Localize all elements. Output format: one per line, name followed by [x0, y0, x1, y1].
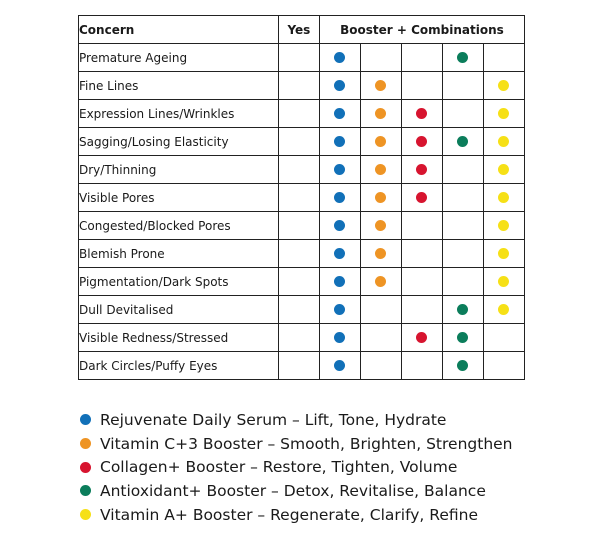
legend-label: Antioxidant+ Booster – Detox, Revitalise, Balance — [100, 481, 486, 500]
booster-cell — [483, 128, 524, 156]
booster-cell — [360, 352, 401, 380]
booster-cell — [483, 72, 524, 100]
booster-cell — [401, 72, 442, 100]
antioxidant-dot — [457, 304, 468, 315]
vitamin-a-dot — [498, 304, 509, 315]
booster-cell — [442, 184, 483, 212]
table-row — [79, 212, 525, 240]
booster-cell — [319, 352, 360, 380]
rejuvenate-dot — [334, 220, 345, 231]
concern-cell: Fine Lines — [79, 72, 279, 100]
concern-cell: Dull Devitalised — [79, 296, 279, 324]
booster-cell — [360, 324, 401, 352]
vitamin-c3-dot — [80, 438, 91, 449]
booster-cell — [319, 72, 360, 100]
yes-cell — [278, 240, 319, 268]
concern-cell: Pigmentation/Dark Spots — [79, 268, 279, 296]
table-body — [79, 44, 525, 380]
concern-cell: Expression Lines/Wrinkles — [79, 100, 279, 128]
collagen-dot — [416, 136, 427, 147]
legend-label: Vitamin C+3 Booster – Smooth, Brighten, Strengthen — [100, 434, 513, 453]
booster-cell — [360, 156, 401, 184]
concern-cell: Visible Redness/Stressed — [79, 324, 279, 352]
booster-cell — [483, 240, 524, 268]
vitamin-c3-dot — [375, 164, 386, 175]
booster-cell — [360, 72, 401, 100]
rejuvenate-dot — [334, 248, 345, 259]
booster-cell — [483, 156, 524, 184]
booster-cell — [483, 212, 524, 240]
vitamin-c3-dot — [375, 108, 386, 119]
vitamin-c3-dot — [375, 276, 386, 287]
booster-cell — [319, 128, 360, 156]
vitamin-a-dot — [80, 509, 91, 520]
legend-label: Collagen+ Booster – Restore, Tighten, Volume — [100, 458, 458, 477]
yes-cell — [278, 352, 319, 380]
yes-cell — [278, 128, 319, 156]
yes-cell — [278, 72, 319, 100]
rejuvenate-dot — [334, 80, 345, 91]
yes-cell — [278, 184, 319, 212]
booster-cell — [319, 324, 360, 352]
vitamin-a-dot — [498, 248, 509, 259]
table-row — [79, 352, 525, 380]
concern-cell: Congested/Blocked Pores — [79, 212, 279, 240]
yes-cell — [278, 44, 319, 72]
vitamin-a-dot — [498, 136, 509, 147]
rejuvenate-dot — [80, 414, 91, 425]
collagen-dot — [416, 192, 427, 203]
concern-cell: Dark Circles/Puffy Eyes — [79, 352, 279, 380]
vitamin-c3-dot — [375, 192, 386, 203]
booster-cell — [483, 296, 524, 324]
booster-cell — [401, 100, 442, 128]
booster-cell — [483, 44, 524, 72]
yes-cell — [278, 100, 319, 128]
concern-cell: Blemish Prone — [79, 240, 279, 268]
table-row — [79, 240, 525, 268]
antioxidant-dot — [457, 136, 468, 147]
booster-cell — [360, 184, 401, 212]
booster-legend — [80, 408, 513, 526]
booster-cell — [319, 156, 360, 184]
yes-cell — [278, 156, 319, 184]
legend-item — [80, 503, 513, 527]
collagen-dot — [416, 108, 427, 119]
booster-cell — [360, 44, 401, 72]
collagen-dot — [416, 332, 427, 343]
booster-cell — [360, 128, 401, 156]
booster-cell — [360, 212, 401, 240]
concern-cell: Visible Pores — [79, 184, 279, 212]
booster-cell — [319, 212, 360, 240]
booster-cell — [401, 156, 442, 184]
table-row — [79, 44, 525, 72]
table-row — [79, 72, 525, 100]
rejuvenate-dot — [334, 108, 345, 119]
table-header-row — [79, 16, 525, 44]
yes-header: Yes — [278, 16, 319, 44]
booster-cell — [401, 212, 442, 240]
table-row — [79, 100, 525, 128]
yes-cell — [278, 324, 319, 352]
concern-cell: Dry/Thinning — [79, 156, 279, 184]
yes-cell — [278, 268, 319, 296]
booster-cell — [360, 240, 401, 268]
vitamin-a-dot — [498, 220, 509, 231]
booster-cell — [360, 100, 401, 128]
legend-label: Rejuvenate Daily Serum – Lift, Tone, Hydrate — [100, 410, 447, 429]
booster-cell — [401, 352, 442, 380]
booster-cell — [319, 44, 360, 72]
booster-cell — [319, 296, 360, 324]
vitamin-c3-dot — [375, 136, 386, 147]
vitamin-c3-dot — [375, 220, 386, 231]
booster-cell — [442, 128, 483, 156]
booster-cell — [483, 324, 524, 352]
rejuvenate-dot — [334, 304, 345, 315]
table-row — [79, 324, 525, 352]
antioxidant-dot — [457, 52, 468, 63]
rejuvenate-dot — [334, 164, 345, 175]
vitamin-c3-dot — [375, 248, 386, 259]
table-row — [79, 128, 525, 156]
vitamin-a-dot — [498, 276, 509, 287]
vitamin-a-dot — [498, 108, 509, 119]
vitamin-c3-dot — [375, 80, 386, 91]
yes-cell — [278, 296, 319, 324]
booster-cell — [442, 352, 483, 380]
concern-header: Concern — [79, 16, 279, 44]
booster-cell — [442, 240, 483, 268]
booster-cell — [319, 268, 360, 296]
rejuvenate-dot — [334, 136, 345, 147]
booster-cell — [401, 324, 442, 352]
booster-cell — [360, 268, 401, 296]
legend-item — [80, 479, 513, 503]
booster-cell — [483, 100, 524, 128]
booster-cell — [442, 268, 483, 296]
booster-cell — [483, 352, 524, 380]
booster-cell — [401, 240, 442, 268]
rejuvenate-dot — [334, 192, 345, 203]
table-row — [79, 184, 525, 212]
booster-cell — [401, 44, 442, 72]
collagen-dot — [80, 462, 91, 473]
booster-cell — [442, 72, 483, 100]
booster-combinations-header: Booster + Combinations — [319, 16, 524, 44]
booster-cell — [483, 268, 524, 296]
rejuvenate-dot — [334, 52, 345, 63]
yes-cell — [278, 212, 319, 240]
rejuvenate-dot — [334, 360, 345, 371]
booster-cell — [442, 212, 483, 240]
booster-cell — [401, 268, 442, 296]
table-row — [79, 296, 525, 324]
booster-cell — [319, 184, 360, 212]
antioxidant-dot — [457, 360, 468, 371]
concern-cell: Sagging/Losing Elasticity — [79, 128, 279, 156]
table-row — [79, 156, 525, 184]
legend-item — [80, 408, 513, 432]
legend-item — [80, 455, 513, 479]
booster-cell — [401, 184, 442, 212]
antioxidant-dot — [457, 332, 468, 343]
vitamin-a-dot — [498, 164, 509, 175]
rejuvenate-dot — [334, 276, 345, 287]
booster-cell — [442, 156, 483, 184]
booster-cell — [442, 44, 483, 72]
booster-cell — [401, 128, 442, 156]
antioxidant-dot — [80, 485, 91, 496]
vitamin-a-dot — [498, 192, 509, 203]
rejuvenate-dot — [334, 332, 345, 343]
concern-cell: Premature Ageing — [79, 44, 279, 72]
booster-cell — [319, 240, 360, 268]
booster-cell — [442, 324, 483, 352]
booster-cell — [442, 100, 483, 128]
legend-label: Vitamin A+ Booster – Regenerate, Clarify, Refine — [100, 505, 479, 524]
vitamin-a-dot — [498, 80, 509, 91]
booster-cell — [483, 184, 524, 212]
legend-item — [80, 432, 513, 456]
collagen-dot — [416, 164, 427, 175]
table-row — [79, 268, 525, 296]
booster-cell — [360, 296, 401, 324]
booster-cell — [319, 100, 360, 128]
booster-cell — [401, 296, 442, 324]
booster-cell — [442, 296, 483, 324]
concern-booster-table — [78, 15, 525, 380]
